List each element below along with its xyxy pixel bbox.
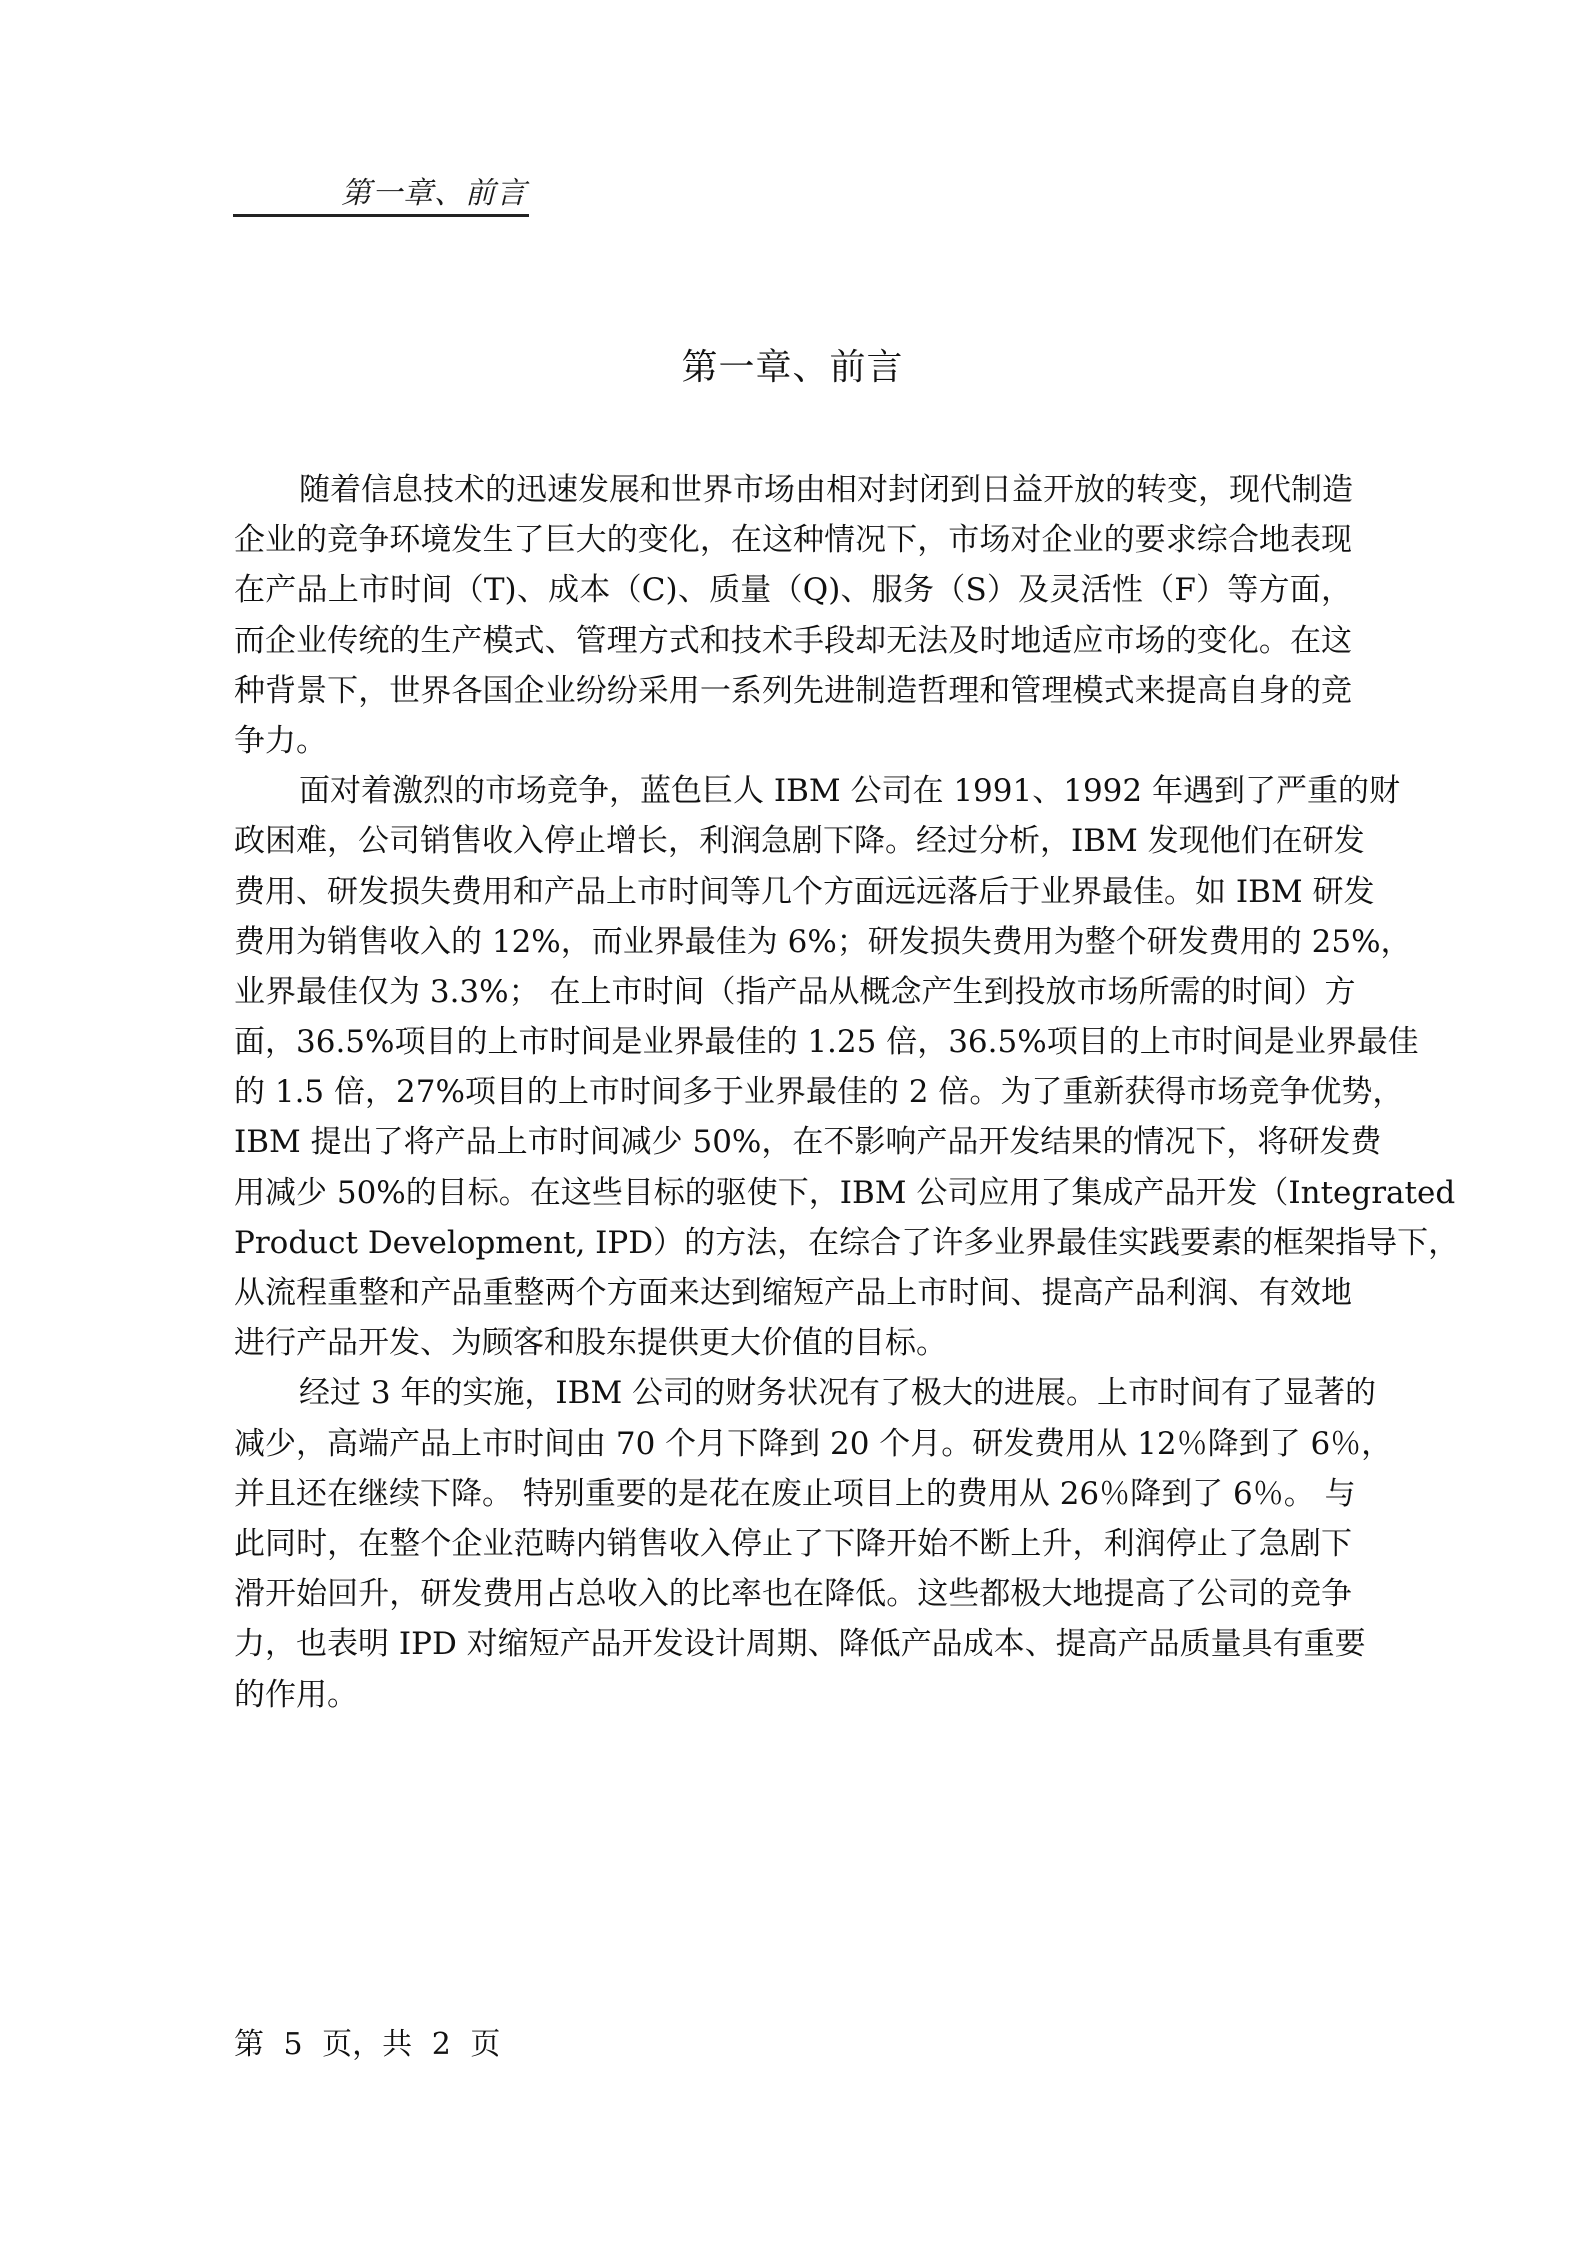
page-number-info: 第 5 页，共 2 页 [234,2027,501,2062]
text-line: 经过 3 年的实施，IBM 公司的财务状况有了极大的进展。上市时间有了显著的 [299,1375,1377,1412]
text-line: 企业的竞争环境发生了巨大的变化，在这种情况下，市场对企业的要求综合地表现 [234,522,1352,559]
text-line: 并且还在继续下降。 特别重要的是花在废止项目上的费用从 26％降到了 6％。 与 [234,1475,1356,1512]
body-text [234,465,1460,1720]
text-line: Product Development, IPD）的方法，在综合了许多业界最佳实践要素的框架指导下， [234,1224,1460,1261]
text-line: 此同时，在整个企业范畴内销售收入停止了下降开始不断上升，利润停止了急剧下 [234,1525,1352,1562]
text-line: 费用为销售收入的 12%，而业界最佳为 6%；研发损失费用为整个研发费用的 25%， [234,923,1412,960]
paragraph-ibm-crisis [234,766,1460,1368]
running-header-title: 第一章、前言 [341,176,527,211]
text-line: 力，也表明 IPD 对缩短产品开发设计周期、降低产品成本、提高产品质量具有重要 [234,1626,1366,1663]
text-line: 面，36.5%项目的上市时间是业界最佳的 1.25 倍，36.5%项目的上市时间是业界最佳 [234,1024,1419,1061]
text-line: 进行产品开发、为顾客和股东提供更大价值的目标。 [234,1325,947,1362]
text-line: 用减少 50%的目标。在这些目标的驱使下，IBM 公司应用了集成产品开发（Integrated [234,1174,1456,1211]
text-line: 政困难，公司销售收入停止增长，利润急剧下降。经过分析，IBM 发现他们在研发 [234,823,1365,860]
text-line: IBM 提出了将产品上市时间减少 50%，在不影响产品开发结果的情况下，将研发费 [234,1124,1382,1161]
text-line: 的 1.5 倍，27%项目的上市时间多于业界最佳的 2 倍。为了重新获得市场竞争优势， [234,1074,1404,1111]
text-line: 减少，高端产品上市时间由 70 个月下降到 20 个月。研发费用从 12％降到了 6％， [234,1425,1393,1462]
text-line: 的作用。 [234,1676,358,1713]
text-line: 业界最佳仅为 3.3%； 在上市时间（指产品从概念产生到投放市场所需的时间）方 [234,973,1356,1010]
text-line: 从流程重整和产品重整两个方面来达到缩短产品上市时间、提高产品利润、有效地 [234,1275,1352,1311]
paragraph-intro [234,465,1352,766]
text-line: 费用、研发损失费用和产品上市时间等几个方面远远落后于业界最佳。如 IBM 研发 [234,873,1375,910]
text-line: 面对着激烈的市场竞争，蓝色巨人 IBM 公司在 1991、1992 年遇到了严重的财 [299,773,1400,810]
text-line: 争力。 [234,722,327,759]
text-line: 种背景下，世界各国企业纷纷采用一系列先进制造哲理和管理模式来提高自身的竞 [234,672,1352,709]
chapter-title: 第一章、前言 [681,347,904,388]
text-line: 随着信息技术的迅速发展和世界市场由相对封闭到日益开放的转变，现代制造 [299,472,1353,508]
page-footer [234,2022,500,2068]
text-line: 在产品上市时间（T)、成本（C)、质量（Q)、服务（S）及灵活性（F）等方面， [234,572,1352,609]
text-line: 滑开始回升，研发费用占总收入的比率也在降低。这些都极大地提高了公司的竞争 [234,1576,1352,1613]
running-header [233,172,529,217]
paragraph-results [234,1368,1393,1719]
text-line: 而企业传统的生产模式、管理方式和技术手段却无法及时地适应市场的变化。在这 [234,622,1352,659]
